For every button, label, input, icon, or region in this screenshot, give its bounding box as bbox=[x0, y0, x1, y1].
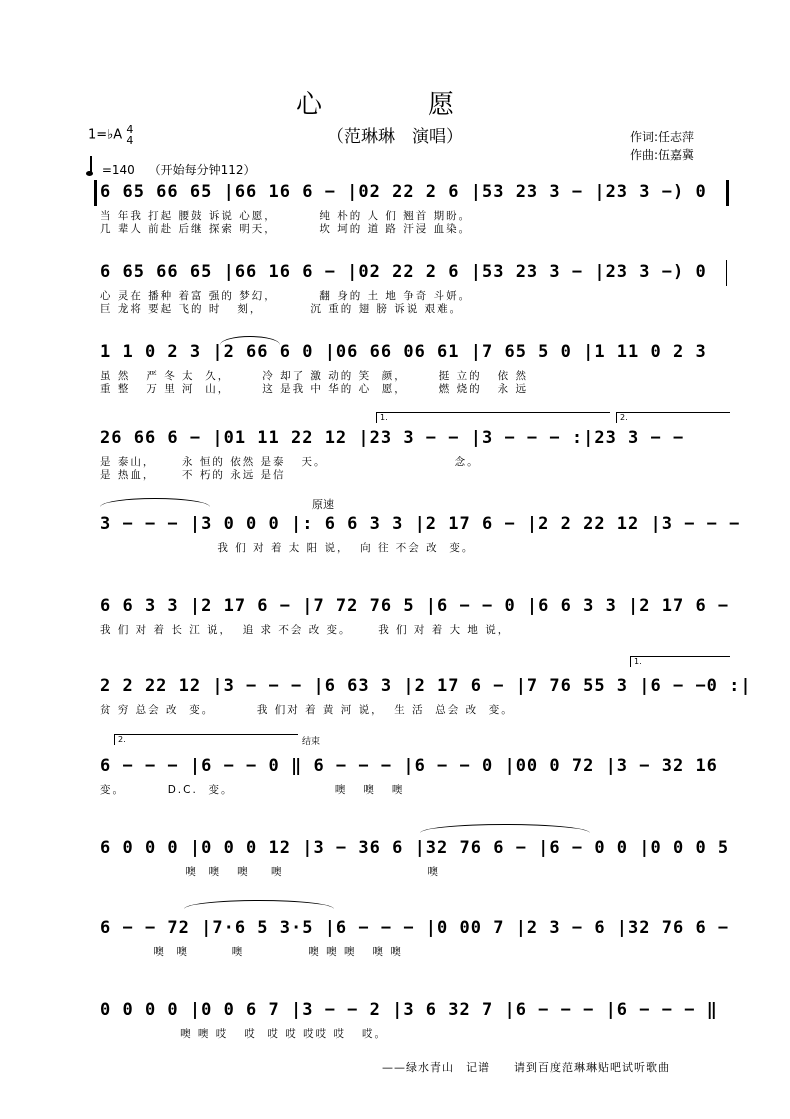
score-system-6 bbox=[100, 592, 730, 642]
score-system-1 bbox=[100, 178, 730, 238]
slur bbox=[184, 900, 334, 909]
barline bbox=[726, 260, 727, 286]
score-system-9 bbox=[100, 834, 730, 884]
tempo-note: （开始每分钟112） bbox=[148, 163, 256, 177]
slur bbox=[420, 824, 590, 833]
footer-credit: ——绿水青山 记谱 请到百度范琳琳贴吧试听歌曲 bbox=[382, 1061, 670, 1074]
composer: 作曲:伍嘉冀 bbox=[630, 148, 695, 162]
time-sig-top: 4 bbox=[126, 123, 134, 136]
score-system-5 bbox=[100, 498, 741, 560]
volta-2: 2. bbox=[114, 734, 298, 745]
lyricist: 作词:任志萍 bbox=[630, 130, 695, 144]
key-label: 1=♭A bbox=[88, 127, 123, 143]
tempo-marking bbox=[90, 156, 256, 178]
notes-line: 6 − − 72 |7·6 5 3·5 |6 − − − |0 00 7 |2 3 − 6 |32 76 6 − bbox=[100, 918, 730, 938]
volta-2: 2. bbox=[616, 412, 730, 423]
slur bbox=[220, 336, 280, 345]
lyrics-line: 变。 D.C. 变。 噢 噢 噢 bbox=[100, 784, 405, 796]
score-system-11 bbox=[100, 996, 730, 1046]
volta-1: 1. bbox=[376, 412, 610, 423]
time-signature bbox=[126, 124, 133, 146]
lyrics-verse-1: 当 年我 打起 腰鼓 诉说 心愿， 纯 朴的 人 们 翘首 期盼。 bbox=[100, 210, 472, 222]
lyrics-verse-1: 心 灵在 播种 着富 强的 梦幻， 翻 身的 土 地 争奇 斗妍。 bbox=[100, 290, 472, 302]
repeat-start-barline bbox=[94, 180, 97, 206]
score-system-3 bbox=[100, 338, 730, 398]
lyrics-verse-2: 巨 龙将 要起 飞的 时 刻， 沉 重的 翅 膀 诉说 艰难。 bbox=[100, 303, 463, 315]
notes-line: 0 0 0 0 |0 0 6 7 |3 − − 2 |3 6 32 7 |6 − − − |6 − − − ‖ bbox=[100, 1000, 718, 1020]
notes-line: 6 − − − |6 − − 0 ‖ 6 − − − |6 − − 0 |00 0 72 |3 − 32 16 bbox=[100, 756, 718, 776]
score-system-4 bbox=[100, 413, 730, 484]
notes-line: 3 − − − |3 0 0 0 |: 6 6 3 3 |2 17 6 − |2 2 22 12 |3 − − − bbox=[100, 514, 741, 534]
lyrics-line: 噢 噢 哎 哎 哎 哎 哎哎 哎 哎。 bbox=[100, 1028, 387, 1040]
notes-line: 1 1 0 2 3 |2 66 6 0 |06 66 06 61 |7 65 5 0 |1 11 0 2 3 bbox=[100, 342, 707, 362]
notes-line: 6 0 0 0 |0 0 0 12 |3 − 36 6 |32 76 6 − |6 − 0 0 |0 0 0 5 bbox=[100, 838, 730, 858]
notes-line: 6 65 66 65 |66 16 6 − |02 22 2 6 |53 23 3 − |23 3 −) 0 bbox=[100, 262, 707, 282]
lyrics-verse-2: 重 整 万 里 河 山， 这 是我 中 华的 心 愿， 燃 烧的 永 远 bbox=[100, 383, 528, 395]
lyrics-line: 贫 穷 总会 改 变。 我 们对 着 黄 河 说， 生 活 总会 改 变。 bbox=[100, 704, 514, 716]
end-marker: 结束 bbox=[302, 737, 321, 747]
quarter-note-icon bbox=[90, 156, 98, 174]
tie bbox=[100, 498, 210, 507]
notes-line: 6 65 66 65 |66 16 6 − |02 22 2 6 |53 23 3 − |23 3 −) 0 bbox=[100, 182, 707, 202]
key-signature bbox=[88, 124, 133, 146]
lyrics-line: 噢 噢 噢 噢 噢 bbox=[100, 866, 441, 878]
score-system-2 bbox=[100, 258, 730, 318]
volta-1: 1. bbox=[630, 656, 730, 667]
tempo-primo-marker: 原速 bbox=[312, 498, 334, 511]
score-system-7 bbox=[100, 657, 752, 722]
lyrics-line: 噢 噢 噢 噢 噢 噢 噢 噢 bbox=[100, 946, 403, 958]
tempo-value: =140 bbox=[101, 163, 135, 177]
lyrics-verse-1: 是 泰山， 永 恒的 依然 是泰 天。 念。 bbox=[100, 456, 480, 468]
lyrics-verse-2: 是 热血， 不 朽的 永远 是信 bbox=[100, 469, 286, 481]
lyrics-line: 我 们 对 着 太 阳 说， 向 往 不会 改 变。 bbox=[100, 542, 475, 554]
notes-line: 6 6 3 3 |2 17 6 − |7 72 76 5 |6 − − 0 |6 6 3 3 |2 17 6 − bbox=[100, 596, 730, 616]
song-subtitle: （范琳琳 演唱） bbox=[327, 127, 463, 147]
song-title: 心 愿 bbox=[295, 90, 494, 120]
notes-line: 2 2 22 12 |3 − − − |6 63 3 |2 17 6 − |7 76 55 3 |6 − −0 :| bbox=[100, 676, 752, 696]
score-system-10 bbox=[100, 914, 730, 964]
lyrics-line: 我 们 对 着 长 江 说， 追 求 不会 改 变。 我 们 对 着 大 地 说， bbox=[100, 624, 511, 636]
end-barline bbox=[726, 180, 729, 206]
notes-line: 26 66 6 − |01 11 22 12 |23 3 − − |3 − − − :|23 3 − − bbox=[100, 428, 685, 448]
lyrics-verse-1: 虽 然 严 冬 太 久， 冷 却了 激 动的 笑 颜， 挺 立的 依 然 bbox=[100, 370, 528, 382]
time-sig-bottom: 4 bbox=[126, 134, 134, 147]
score-system-8 bbox=[100, 735, 730, 802]
lyrics-verse-2: 几 辈人 前赴 后继 探索 明天， 坎 坷的 道 路 汗浸 血染。 bbox=[100, 223, 472, 235]
